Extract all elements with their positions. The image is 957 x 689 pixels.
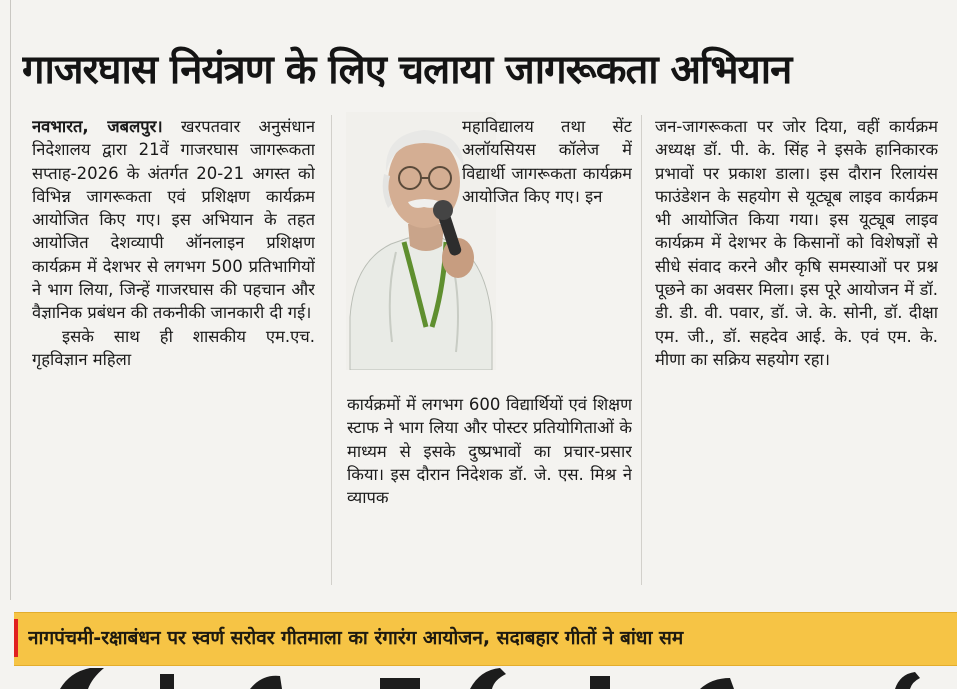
article-column-2-bottom: कार्यक्रमों में लगभग 600 विद्यार्थियों एवं शिक्षण स्टाफ ने भाग लिया और पोस्टर प्रतियोगिताओं के माध्यम से इसके दुष्प्रभावों का प्रचार-प्रसार किया। इस दौरान निदेशक डॉ. जे. एस. मिश्र ने व्यापक <box>347 395 632 508</box>
banner-accent-mark <box>14 619 18 657</box>
paragraph-1-text: खरपतवार अनुसंधान निदेशालय द्वारा 21वें गाजरघास जागरूकता सप्ताह-2026 के अंतर्गत 20-21 अगस्त को विभिन्न जागरूकता एवं प्रशिक्षण कार्यक्रम आयोजित किए गए। इस अभियान के तहत आयोजित देशव्यापी ऑनलाइन प्रशिक्षण कार्यक्रम में देशभर से लगभग 500 प्रतिभागियों ने भाग लिया, जिन्हें गाजरघास की पहचान और वैज्ञानिक प्रबंधन की तकनीकी जानकारी दी गई। <box>32 117 315 323</box>
article-column-2-top: महाविद्यालय तथा सेंट अलॉयसियस कॉलेज में विद्यार्थी जागरूकता कार्यक्रम आयोजित किए गए। इन <box>462 117 632 206</box>
column-divider-2 <box>641 115 642 585</box>
banner-headline-text: नागपंचमी-रक्षाबंधन पर स्वर्ण सरोवर गीतमाला का रंगारंग आयोजन, सदाबहार गीतों ने बांधा सम <box>28 627 684 649</box>
dateline: नवभारत, जबलपुर। <box>32 117 163 136</box>
article-headline: गाजरघास नियंत्रण के लिए चलाया जागरूकता अभियान <box>22 47 792 93</box>
left-margin-rule <box>10 0 11 600</box>
cropped-headline-fragment <box>0 668 957 689</box>
article-column-1 <box>32 115 315 585</box>
article-column-3: जन-जागरूकता पर जोर दिया, वहीं कार्यक्रम अध्यक्ष डॉ. पी. के. सिंह ने इसके हानिकारक प्रभावों पर प्रकाश डाला। इस दौरान रिलायंस फाउंडेशन के सहयोग से यूट्यूब लाइव कार्यक्रम भी आयोजित किया गया। इस यूट्यूब लाइव कार्यक्रम में देशभर के किसानों को विशेषज्ञों से सीधे संवाद करने और कृषि समस्याओं पर प्रश्न पूछने का अवसर मिला। इस पूरे आयोजन में डॉ. डी. डी. वी. पवार, डॉ. जे. के. सोनी, डॉ. दीक्षा एम. जी., डॉ. सहदेव आई. के. एवं एम. के. मीणा का सक्रिय सहयोग रहा। <box>655 117 938 369</box>
column-divider-1 <box>331 115 332 585</box>
article-paragraph-2: इसके साथ ही शासकीय एम.एच. गृहविज्ञान महिला <box>32 326 315 369</box>
article-paragraph-1 <box>32 115 315 325</box>
